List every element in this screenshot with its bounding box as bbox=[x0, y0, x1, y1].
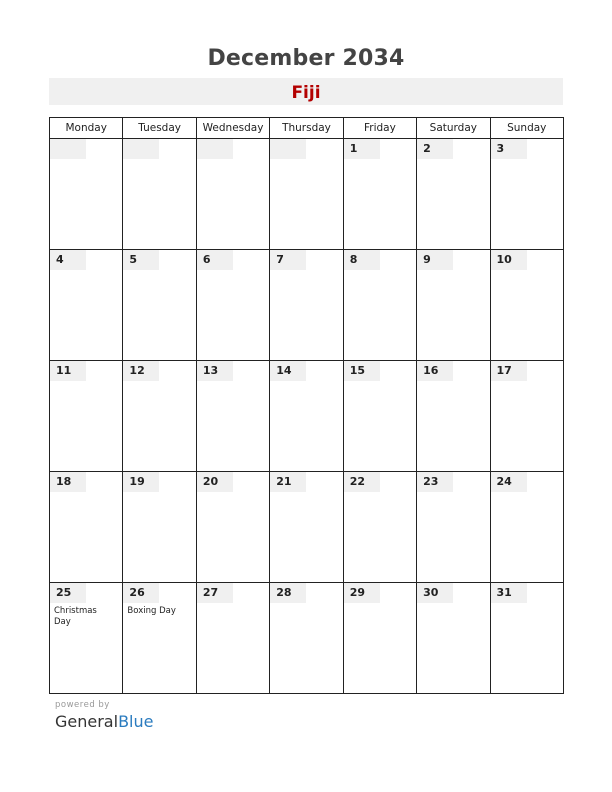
day-cell bbox=[343, 139, 416, 250]
day-cell bbox=[490, 250, 563, 361]
day-cell bbox=[196, 472, 269, 583]
day-cell bbox=[490, 583, 563, 694]
weekday-header: Tuesday bbox=[123, 118, 196, 139]
day-number: 14 bbox=[270, 361, 306, 381]
day-number: 21 bbox=[270, 472, 306, 492]
day-cell bbox=[417, 472, 490, 583]
holiday-label: Boxing Day bbox=[127, 606, 176, 616]
day-cell bbox=[50, 250, 123, 361]
day-number: 28 bbox=[270, 583, 306, 603]
weekday-header-row bbox=[50, 118, 564, 139]
day-number bbox=[197, 139, 233, 159]
day-cell bbox=[343, 583, 416, 694]
day-number: 8 bbox=[344, 250, 380, 270]
day-number: 5 bbox=[123, 250, 159, 270]
day-cell bbox=[490, 472, 563, 583]
day-cell bbox=[196, 139, 269, 250]
footer bbox=[55, 700, 153, 731]
day-cell bbox=[196, 361, 269, 472]
day-number: 15 bbox=[344, 361, 380, 381]
day-cell bbox=[50, 139, 123, 250]
country-banner bbox=[49, 78, 563, 105]
day-number: 18 bbox=[50, 472, 86, 492]
week-row bbox=[50, 583, 564, 694]
day-cell bbox=[50, 472, 123, 583]
day-cell bbox=[123, 472, 196, 583]
day-number: 30 bbox=[417, 583, 453, 603]
day-cell bbox=[417, 250, 490, 361]
weekday-header: Monday bbox=[50, 118, 123, 139]
holiday-label: Christmas Day bbox=[54, 606, 97, 627]
calendar-grid bbox=[49, 117, 564, 694]
day-cell bbox=[196, 250, 269, 361]
day-cell bbox=[270, 472, 343, 583]
day-number: 13 bbox=[197, 361, 233, 381]
country-name: Fiji bbox=[291, 83, 321, 103]
day-number: 10 bbox=[491, 250, 527, 270]
day-number: 22 bbox=[344, 472, 380, 492]
day-number: 29 bbox=[344, 583, 380, 603]
week-row bbox=[50, 472, 564, 583]
day-cell bbox=[270, 250, 343, 361]
day-cell bbox=[196, 583, 269, 694]
day-number: 31 bbox=[491, 583, 527, 603]
day-cell bbox=[50, 361, 123, 472]
day-cell bbox=[50, 583, 123, 694]
day-number bbox=[123, 139, 159, 159]
day-number bbox=[50, 139, 86, 159]
weekday-header: Thursday bbox=[270, 118, 343, 139]
day-cell bbox=[270, 361, 343, 472]
day-cell bbox=[343, 250, 416, 361]
day-number: 3 bbox=[491, 139, 527, 159]
day-number: 24 bbox=[491, 472, 527, 492]
brand-general: General bbox=[55, 712, 119, 731]
day-number: 20 bbox=[197, 472, 233, 492]
day-number: 23 bbox=[417, 472, 453, 492]
day-cell bbox=[123, 361, 196, 472]
day-number: 6 bbox=[197, 250, 233, 270]
day-number: 12 bbox=[123, 361, 159, 381]
weekday-header: Friday bbox=[343, 118, 416, 139]
weekday-header: Sunday bbox=[490, 118, 563, 139]
day-cell bbox=[123, 250, 196, 361]
page-title: December 2034 bbox=[207, 46, 405, 71]
week-row bbox=[50, 139, 564, 250]
day-number: 9 bbox=[417, 250, 453, 270]
day-number: 1 bbox=[344, 139, 380, 159]
day-cell bbox=[417, 583, 490, 694]
powered-by-text: powered by bbox=[55, 700, 110, 710]
day-cell bbox=[417, 139, 490, 250]
day-number: 4 bbox=[50, 250, 86, 270]
day-cell bbox=[123, 139, 196, 250]
day-number: 26 bbox=[123, 583, 159, 603]
weekday-header: Saturday bbox=[417, 118, 490, 139]
day-number: 19 bbox=[123, 472, 159, 492]
day-cell bbox=[490, 361, 563, 472]
day-number: 2 bbox=[417, 139, 453, 159]
day-cell bbox=[343, 472, 416, 583]
week-row bbox=[50, 361, 564, 472]
day-cell bbox=[123, 583, 196, 694]
day-number: 17 bbox=[491, 361, 527, 381]
brand-blue: Blue bbox=[118, 712, 154, 731]
day-cell bbox=[343, 361, 416, 472]
generalblue-logo[interactable] bbox=[55, 712, 153, 731]
day-cell bbox=[417, 361, 490, 472]
day-cell bbox=[270, 583, 343, 694]
week-row bbox=[50, 250, 564, 361]
day-cell bbox=[270, 139, 343, 250]
day-number: 16 bbox=[417, 361, 453, 381]
weekday-header: Wednesday bbox=[196, 118, 269, 139]
day-number: 7 bbox=[270, 250, 306, 270]
day-number: 11 bbox=[50, 361, 86, 381]
day-number: 25 bbox=[50, 583, 86, 603]
day-cell bbox=[490, 139, 563, 250]
day-number bbox=[270, 139, 306, 159]
day-number: 27 bbox=[197, 583, 233, 603]
